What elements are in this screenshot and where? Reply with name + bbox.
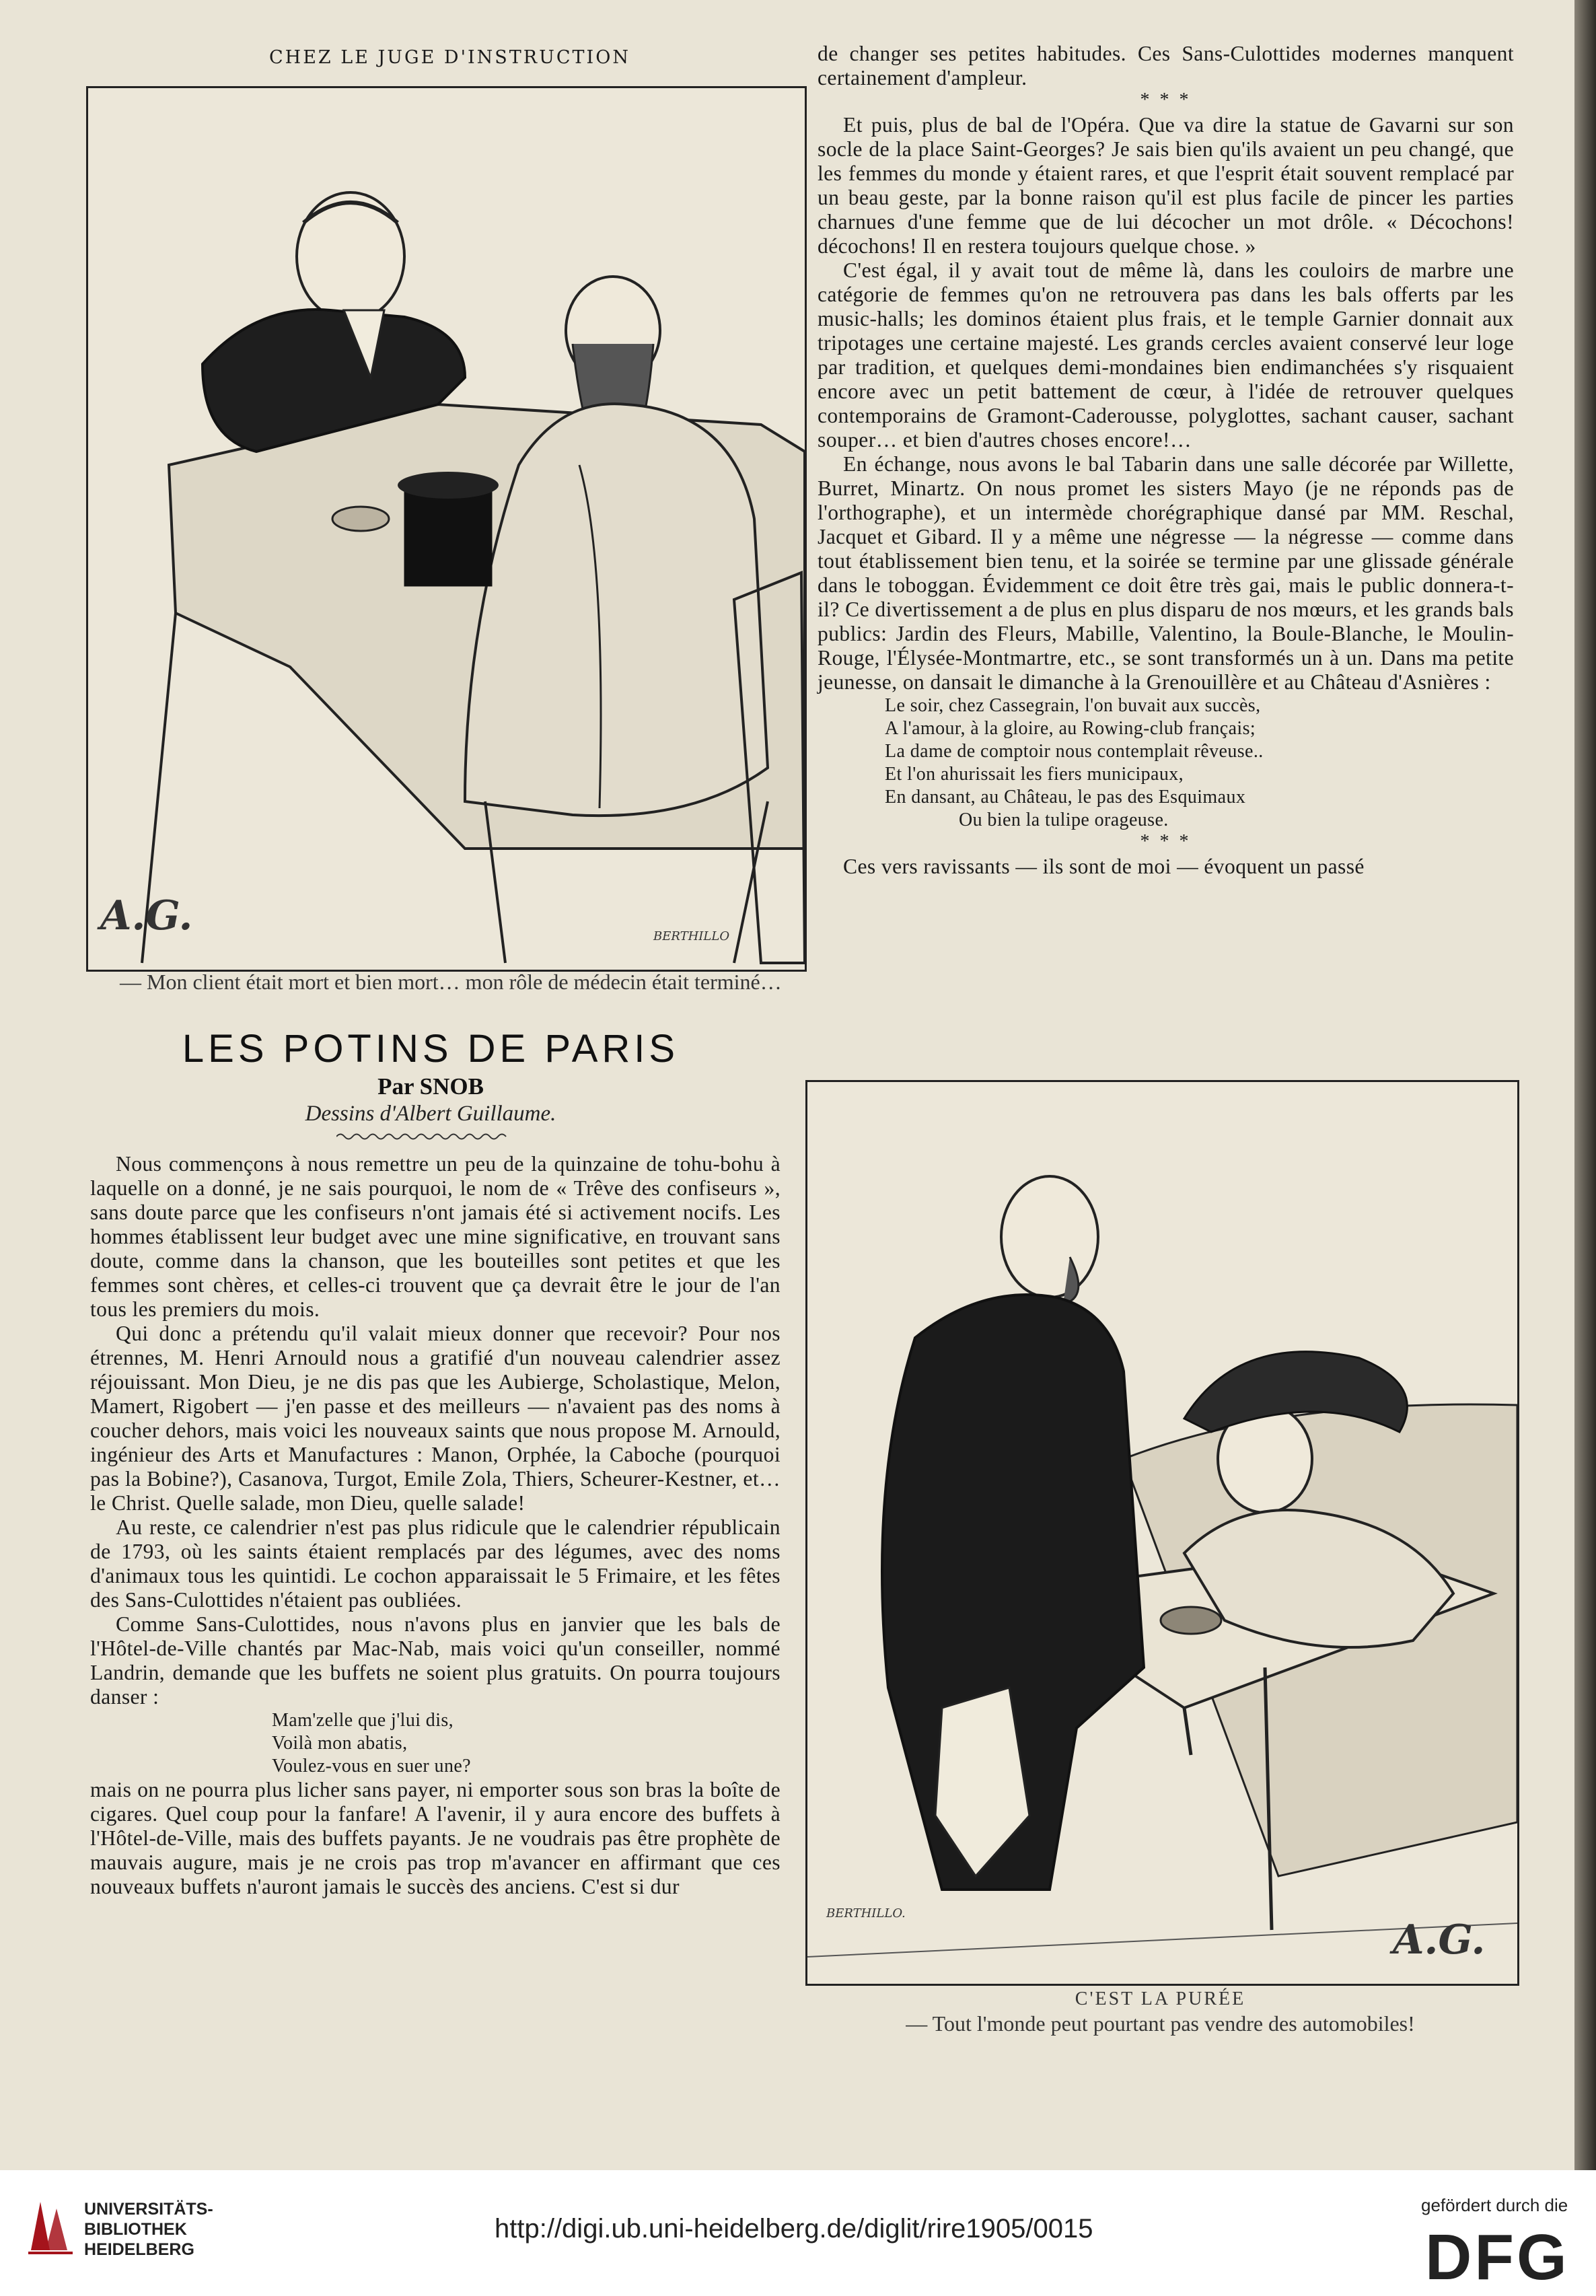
article-paragraph: de changer ses petites habitudes. Ces Sans-Culottides modernes manquent certainement d'ampleur. bbox=[818, 42, 1514, 89]
source-url-link[interactable]: http://digi.ub.uni-heidelberg.de/diglit/rire1905/0015 bbox=[495, 2214, 1093, 2244]
verse-line: A l'amour, à la gloire, au Rowing-club français; bbox=[885, 718, 1256, 739]
article-paragraph: Ces vers ravissants — ils sont de moi — évoquent un passé bbox=[843, 855, 1365, 878]
heading-ornament bbox=[336, 1132, 511, 1141]
illustration-bottom-title: C'EST LA PURÉE bbox=[1075, 1988, 1246, 2009]
article-title: LES POTINS DE PARIS bbox=[182, 1027, 680, 1071]
article-left-column bbox=[90, 1152, 781, 1899]
university-logo-icon bbox=[26, 2195, 75, 2257]
article-byline: Par SNOB bbox=[377, 1073, 484, 1100]
illustration-bottom-engraver: BERTHILLO. bbox=[826, 1906, 906, 1921]
illustration-bottom-caption: — Tout l'monde peut pourtant pas vendre des automobiles! bbox=[906, 2011, 1415, 2036]
illustration-top-caption: — Mon client était mort et bien mort… mon rôle de médecin était terminé… bbox=[120, 970, 782, 994]
article-paragraph: Qui donc a prétendu qu'il valait mieux donner que recevoir? Pour nos étrennes, M. Henri Arnould nous a gratifié d'un nouveau calendrier assez réjouissant. Mon Dieu, je ne dis pas que les Aubierge, Scholastique, Melon, Mamert, Rigobert — j'en passe et des meilleurs — n'avaient pas des noms à coucher dehors, mais voici les nouveaux saints que nous propose M. Arnould, ingénieur des Arts et Manufactures : Manon, Orphée, la Caboche (pourquoi pas la Bobine?), Casanova, Turgot, Emile Zola, Thiers, Scheurer-Kestner, et… le Christ. Quelle salade, mon Dieu, quelle salade! bbox=[90, 1322, 781, 1515]
article-verse bbox=[272, 1709, 781, 1778]
verse-line: La dame de comptoir nous contemplait rêveuse.. bbox=[885, 741, 1264, 762]
sponsor-label: gefördert durch die bbox=[1421, 2195, 1568, 2215]
verse-line: Voulez-vous en suer une? bbox=[272, 1756, 471, 1777]
article-verse bbox=[885, 694, 1514, 832]
verse-line: Et l'on ahurissait les fiers municipaux, bbox=[885, 764, 1184, 785]
university-name bbox=[84, 2199, 213, 2260]
verse-line: Ou bien la tulipe orageuse. bbox=[959, 810, 1169, 830]
university-name-line: HEIDELBERG bbox=[84, 2240, 194, 2259]
verse-line: Mam'zelle que j'lui dis, bbox=[272, 1710, 454, 1731]
article-right-column bbox=[818, 42, 1514, 879]
verse-line: Le soir, chez Cassegrain, l'on buvait aux succès, bbox=[885, 695, 1261, 716]
running-title: CHEZ LE JUGE D'INSTRUCTION bbox=[269, 47, 630, 68]
article-paragraph: Comme Sans-Culottides, nous n'avons plus en janvier que les bals de l'Hôtel-de-Ville chantés par Mac-Nab, mais voici qu'un conseiller, nommé Landrin, demande que les buffets ne soient plus gratuits. On pourra toujours danser : bbox=[90, 1612, 781, 1709]
illustration-top-engraver: BERTHILLO bbox=[653, 929, 730, 943]
university-name-line: UNIVERSITÄTS- bbox=[84, 2200, 213, 2219]
verse-line: Voilà mon abatis, bbox=[272, 1733, 408, 1754]
illustration-top-signature: A.G. bbox=[100, 892, 193, 939]
illustration-bottom bbox=[805, 1080, 1519, 1986]
page-binding-edge bbox=[1574, 0, 1596, 2170]
article-paragraph: C'est égal, il y avait tout de même là, dans les couloirs de marbre une catégorie de femmes qu'on ne retrouvera pas dans les bals offerts par les music-halls; les dominos étaient plus frais, et le temple Garnier donnait aux tripotages une certaine majesté. Les grands cercles avaient conservé leur loge par tradition, et quelques demi-mondaines bien endimanchées s'y risquaient encore avec un petit battement de cœur, à l'idée de retrouver quelques contemporains de Gramont-Caderousse, polyglottes, sachant causer, sachant souper… et bien d'autres choses encore!… bbox=[818, 258, 1514, 452]
verse-line: En dansant, au Château, le pas des Esquimaux bbox=[885, 787, 1246, 808]
article-credit: Dessins d'Albert Guillaume. bbox=[305, 1102, 556, 1126]
university-name-line: BIBLIOTHEK bbox=[84, 2220, 187, 2239]
illustration-bottom-signature: A.G. bbox=[1393, 1916, 1486, 1964]
illustration-top bbox=[86, 86, 807, 972]
article-paragraph: mais on ne pourra plus licher sans payer, ni emporter sous son bras la boîte de cigares. Quel coup pour la fanfare! A l'avenir, il y aura encore des buffets à l'Hôtel-de-Ville, mais des buffets payants. Je ne voudrais pas être prophète de mauvais augure, mais je ne crois pas trop m'avancer en affirmant que ces nouveaux buffets n'auront jamais le succès des anciens. C'est si dur bbox=[90, 1778, 781, 1898]
article-paragraph: Nous commençons à nous remettre un peu de la quinzaine de tohu-bohu à laquelle on a donné, je ne sais pourquoi, le nom de « Trêve des confiseurs », sans doute parce que les confiseurs n'ont jamais été si activement nocifs. Les hommes établissent leur budget avec une mine significative, en trouvant sans doute, comme dans la chanson, que les bouteilles sont petites et que les femmes sont chères, et celles-ci trouvent que ça devrait être le jour de l'an tous les premiers du mois. bbox=[90, 1152, 781, 1321]
section-stars: * * * bbox=[1140, 831, 1192, 852]
illustration-bottom-drawing bbox=[807, 1082, 1517, 1984]
dfg-logo: DFG bbox=[1425, 2221, 1570, 2293]
section-stars: * * * bbox=[1140, 89, 1192, 110]
article-paragraph: En échange, nous avons le bal Tabarin dans une salle décorée par Willette, Burret, Minartz. On nous promet les sisters Mayo (je ne réponds pas de l'orthographe), et un intermède chorégraphique dansé par MM. Reschal, Jacquet et Gibard. Il y a même une négresse — la négresse — comme dans tout établissement bien tenu, et la soirée se termine par une glissade générale dans le toboggan. Évidemment ce doit être très gai, mais le public donnera-t-il? Ce divertissement a de plus en plus disparu de nos mœurs, et les grands bals publics: Jardin des Fleurs, Mabille, Valentino, la Boule-Blanche, le Moulin-Rouge, l'Élysée-Montmartre, etc., se sont transformés un à un. Dans ma petite jeunesse, on dansait le dimanche à la Grenouillère et au Château d'Asnières : bbox=[818, 452, 1514, 694]
article-paragraph: Au reste, ce calendrier n'est pas plus ridicule que le calendrier républicain de 1793, où les saints étaient remplacés par des légumes, avec des noms d'animaux tous les quintidi. Le cochon apparaissait le 5 Frimaire, et les fêtes des Sans-Culottides n'étaient pas oubliées. bbox=[90, 1515, 781, 1612]
illustration-top-drawing bbox=[88, 88, 805, 970]
article-paragraph: Et puis, plus de bal de l'Opéra. Que va dire la statue de Gavarni sur son socle de la place Saint-Georges? Je sais bien qu'ils avaient un peu changé, que les femmes du monde y étaient rares, et que l'esprit était souvent remplacé par un beau geste, par la bonne raison qu'il est plus facile de pincer les parties charnues d'une femme que de lui décocher un mot drôle. « Décochons! décochons! Il en restera toujours quelque chose. » bbox=[818, 113, 1514, 258]
